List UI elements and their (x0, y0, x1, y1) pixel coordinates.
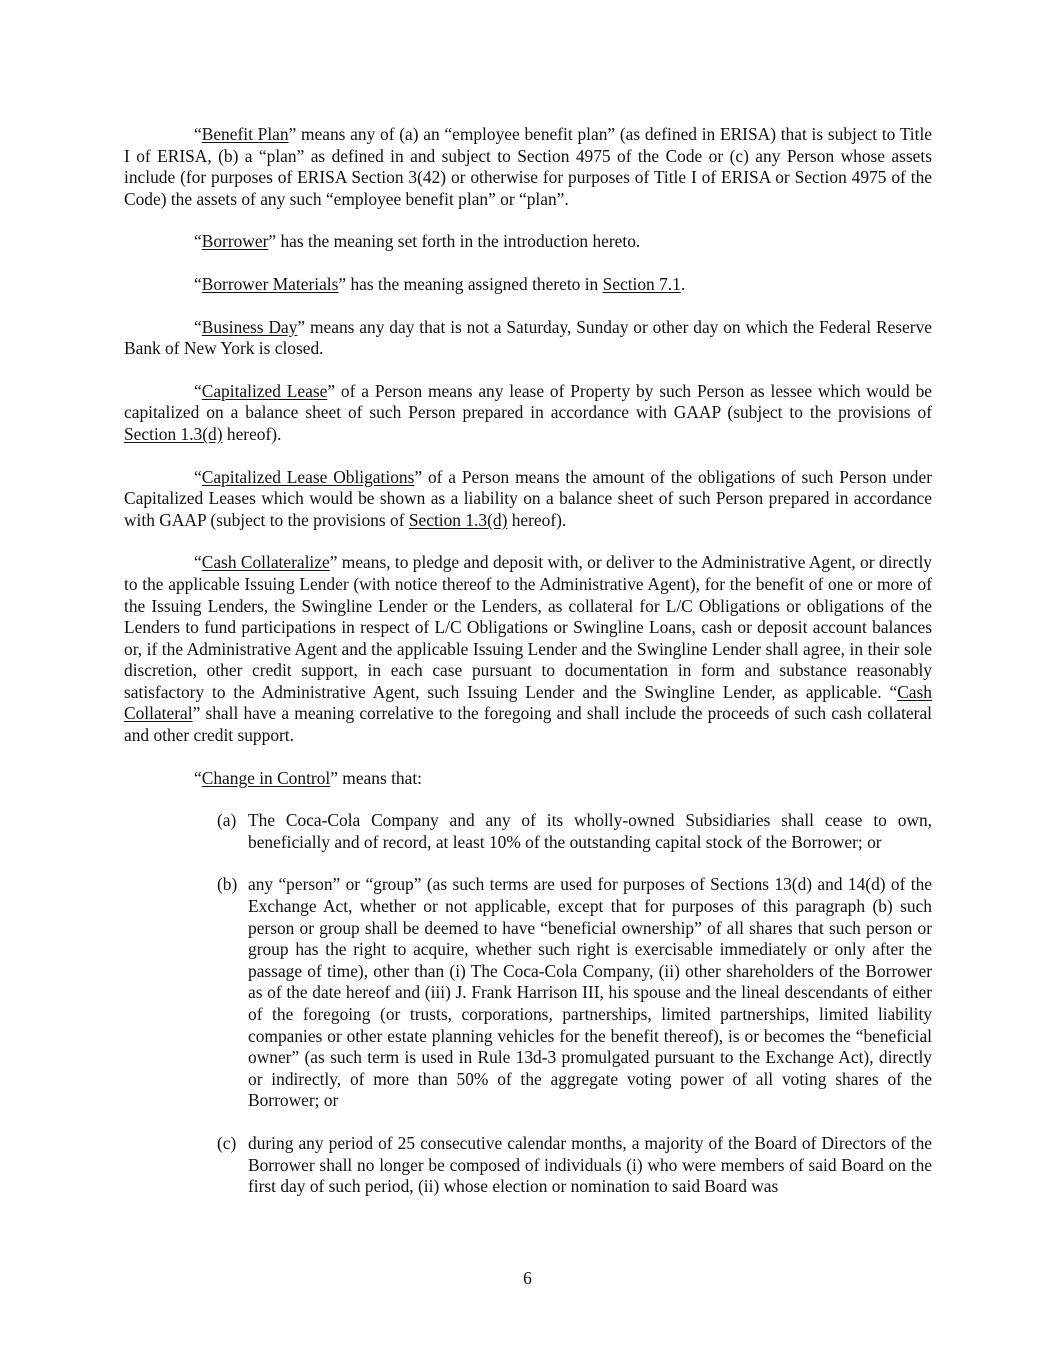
section-reference: Section 1.3(d) (124, 423, 223, 444)
section-reference: Section 1.3(d) (408, 509, 508, 530)
defined-term: Cash Collateral (124, 681, 932, 724)
section-reference: Section 7.1 (602, 273, 681, 294)
document-page (124, 124, 932, 1219)
definition-capitalized-lease-obligations: “Capitalized Lease Obligations” of a Person means the amount of the obligations of such Person under Capitalized Leases which would be shown as a liability on a balance sheet of such Person prepared in accordance with GAAP (subject to the provisions of Section 1.3(d) hereof). (124, 466, 932, 530)
list-item-text: any “person” or “group” (as such terms are used for purposes of Sections 13(d) and 14(d) of the Exchange Act, whether or not applicable, except that for purposes of this paragraph (b) such person or group shall be deemed to have “beneficial ownership” of all shares that such person or group has the right to acquire, whether such right is exercisable immediately or only after the passage of time), other than (i) The Coca-Cola Company, (ii) other shareholders of the Borrower as of the date hereof and (iii) J. Frank Harrison III, his spouse and the lineal descendants of either of the foregoing (or trusts, corporations, partnerships, limited partnerships, limited liability companies or other estate planning vehicles for the benefit thereof), is or becomes the “beneficial owner” (as such term is used in Rule 13d-3 promulgated pursuant to the Exchange Act), directly or indirectly, of more than 50% of the aggregate voting power of all voting shares of the Borrower; or (248, 874, 932, 1111)
page-number: 6 (523, 1268, 532, 1288)
list-item (217, 1132, 932, 1198)
defined-term: Borrower Materials (201, 273, 339, 294)
list-item (217, 810, 932, 853)
list-marker: (a) (217, 810, 237, 831)
definition-business-day: “Business Day” means any day that is not a Saturday, Sunday or other day on which the Federal Reserve Bank of New York is closed. (124, 316, 932, 359)
list-item-text: during any period of 25 consecutive calendar months, a majority of the Board of Directors of the Borrower shall no longer be composed of individuals (i) who were members of said Board on the first day of such period, (ii) whose election or nomination to said Board was (248, 1132, 932, 1197)
defined-term: Change in Control (201, 767, 331, 788)
defined-term: Capitalized Lease Obligations (201, 466, 415, 487)
defined-term: Benefit Plan (201, 124, 289, 144)
list-item (217, 874, 932, 1112)
definition-borrower: “Borrower” has the meaning set forth in the introduction hereto. (194, 231, 641, 252)
list-marker: (c) (217, 1132, 237, 1153)
list-marker: (b) (217, 874, 238, 895)
defined-term: Borrower (201, 231, 269, 252)
definition-cash-collateralize: “Cash Collateralize” means, to pledge and deposit with, or deliver to the Administrative Agent, or directly to the applicable Issuing Lender (with notice thereof to the Administrative Agent), for the benefit of one or more of the Issuing Lenders, the Swingline Lender or the Lenders, as collateral for L/C Obligations or obligations of the Lenders to fund participations in respect of L/C Obligations or Swingline Loans, cash or deposit account balances or, if the Administrative Agent and the applicable Issuing Lender and the Swingline Lender shall agree, in their sole discretion, other credit support, in each case pursuant to documentation in form and substance reasonably satisfactory to the Administrative Agent, such Issuing Lender and the Swingline Lender, as applicable. “Cash Collateral” shall have a meaning correlative to the foregoing and shall include the proceeds of such cash collateral and other credit support. (124, 552, 932, 746)
defined-term: Cash Collateralize (201, 552, 330, 573)
definition-borrower-materials: “Borrower Materials” has the meaning assigned thereto in Section 7.1. (194, 273, 686, 294)
defined-term: Capitalized Lease (201, 380, 328, 401)
definition-benefit-plan: “Benefit Plan” means any of (a) an “employee benefit plan” (as defined in ERISA) that is subject to Title I of ERISA, (b) a “plan” as defined in and subject to Section 4975 of the Code or (c) any Person whose assets include (for purposes of ERISA Section 3(42) or otherwise for purposes of Title I of ERISA or Section 4975 of the Code) the assets of any such “employee benefit plan” or “plan”. (124, 124, 933, 209)
list-item-text: The Coca-Cola Company and any of its wholly-owned Subsidiaries shall cease to own, beneficially and of record, at least 10% of the outstanding capital stock of the Borrower; or (248, 810, 932, 852)
definition-change-in-control: “Change in Control” means that: (194, 767, 422, 788)
defined-term: Business Day (201, 316, 298, 337)
definition-capitalized-lease: “Capitalized Lease” of a Person means any lease of Property by such Person as lessee which would be capitalized on a balance sheet of such Person prepared in accordance with GAAP (subject to the provisions of Section 1.3(d) hereof). (124, 380, 932, 444)
